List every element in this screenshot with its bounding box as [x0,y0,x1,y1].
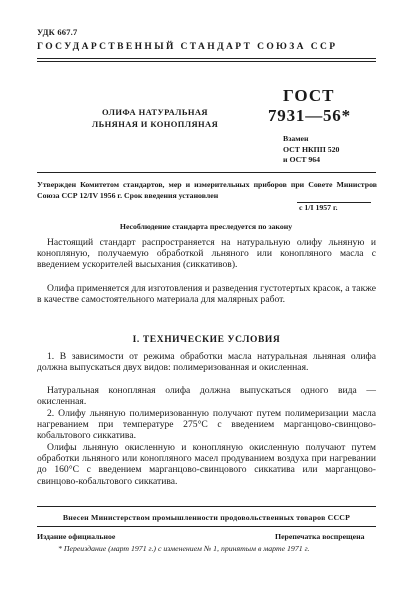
header-rule-thick [37,58,376,59]
submitted-by: Внесен Министерством промышленности продовольственных товаров СССР [62,513,351,522]
section-paragraph-2: Натуральная конопляная олифа должна выпускаться одного вида — окисленная. [37,385,376,408]
prosecution-notice: Несоблюдение стандарта преследуется по закону [119,222,293,231]
gost-label: ГОСТ [283,86,335,105]
replaces-line3: и ОСТ 964 [283,155,321,164]
official-edition: Издание официальное [37,532,116,541]
gost-number: 7931—56* [268,106,351,125]
udk-code: УДК 667.7 [37,27,78,37]
replaces-block [283,134,339,166]
footer-rule-top [37,506,376,507]
replaces-line2: ОСТ НКПП 520 [283,144,340,154]
footer-rule-bottom [37,526,376,527]
intro-paragraph-2: Олифа применяется для изготовления и разведения густотертых красок, а также в качестве самостоятельного материала для малярных работ. [37,283,376,306]
effective-date: с 1/I 1957 г. [299,203,338,212]
product-title [70,106,240,130]
section-title: I. ТЕХНИЧЕСКИЕ УСЛОВИЯ [132,335,281,345]
state-standard-heading: ГОСУДАРСТВЕННЫЙ СТАНДАРТ СОЮЗА ССР [37,42,338,52]
section-paragraph-1: 1. В зависимости от режима обработки масла натуральная льняная олифа должна выпускаться двух видов: полимеризованная и окисленная. [37,351,376,374]
reissue-note: * Переиздание (март 1971 г.) с изменением № 1, принятым в марте 1971 г. [58,544,310,553]
section-paragraph-3: 2. Олифу льняную полимеризованную получают путем полимеризации масла нагреванием при температуре 275°С с введением марганцово-свинцово-кобальтового сиккатива. [37,408,376,442]
section-paragraph-4: Олифы льняную окисленную и конопляную окисленную получают путем обработки льняного или конопляного масел продуванием воздуха при нагревании до 160°С с введением марганцово-свинцового сиккатива или марганцово-свинцово-кобальтового сиккатива. [37,442,376,487]
intro-paragraph-1: Настоящий стандарт распространяется на натуральную олифу льняную и конопляную, получаемую обработкой льняного или конопляного масла с введением ускорителей высыхания (сиккативов). [37,237,376,271]
approval-text: Утвержден Комитетом стандартов, мер и измерительных приборов при Совете Министров Союза ССР 12/IV 1956 г. Срок введения установлен [37,180,377,200]
reprint-forbidden: Перепечатка воспрещена [275,532,365,541]
approval-rule [37,172,376,173]
product-title-line1: ОЛИФА НАТУРАЛЬНАЯ [102,107,208,117]
product-title-line2: ЛЬНЯНАЯ И КОНОПЛЯНАЯ [91,119,219,129]
header-rule-thin [37,61,376,62]
replaces-line1: Взамен [283,134,309,143]
